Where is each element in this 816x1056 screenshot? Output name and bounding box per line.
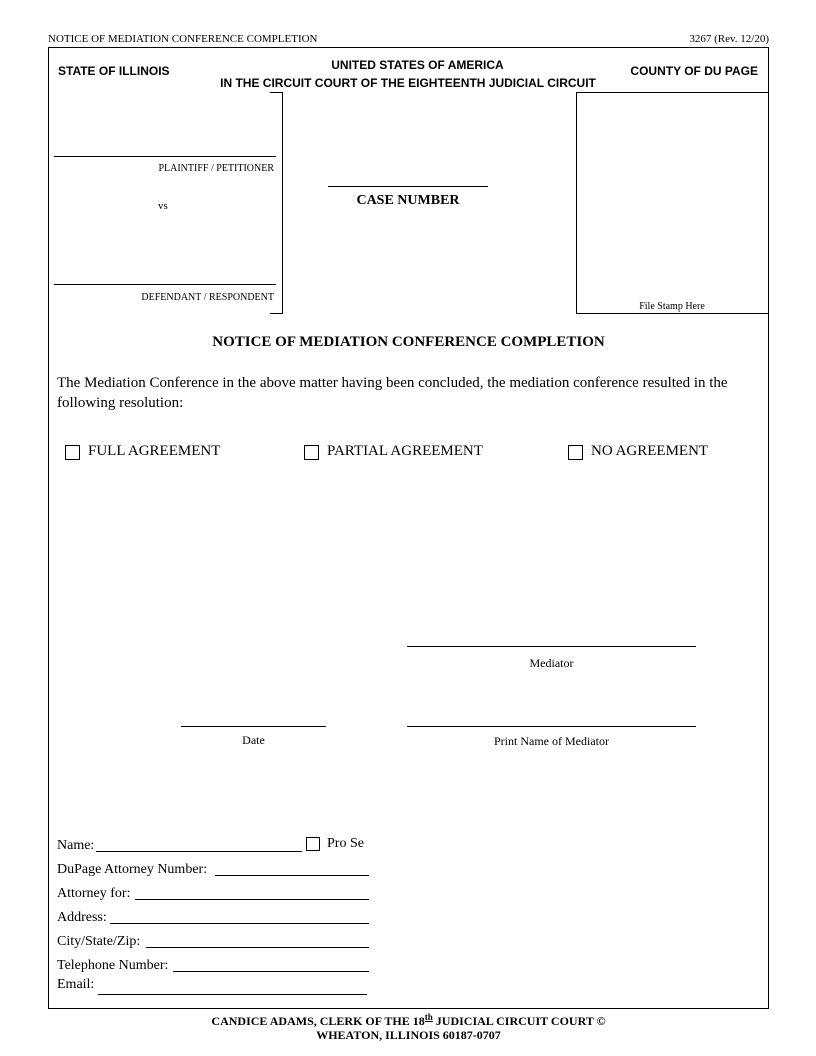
county-heading: COUNTY OF DU PAGE — [630, 64, 758, 78]
address-field[interactable] — [110, 923, 369, 924]
full-agreement-label: FULL AGREEMENT — [88, 443, 221, 459]
print-name-line[interactable] — [407, 726, 696, 727]
city-state-zip-label: City/State/Zip: — [57, 934, 141, 949]
header-rule — [48, 47, 769, 48]
attorney-number-field[interactable] — [215, 875, 369, 876]
case-number-line — [328, 186, 488, 187]
pro-se-checkbox[interactable] — [306, 837, 320, 851]
mediator-label: Mediator — [529, 656, 574, 670]
court-heading: IN THE CIRCUIT COURT OF THE EIGHTEENTH JUDICIAL CIRCUIT — [220, 76, 596, 90]
file-stamp-label: File Stamp Here — [639, 301, 705, 312]
versus-label: vs — [158, 200, 168, 212]
case-number-label: CASE NUMBER — [356, 193, 460, 208]
email-label: Email: — [57, 977, 95, 992]
name-field[interactable] — [96, 851, 302, 852]
clerk-address: WHEATON, ILLINOIS 60187-0707 — [316, 1028, 501, 1042]
no-agreement-checkbox[interactable] — [568, 445, 583, 460]
partial-agreement-checkbox[interactable] — [304, 445, 319, 460]
defendant-label: DEFENDANT / RESPONDENT — [141, 292, 274, 303]
form-header-title: NOTICE OF MEDIATION CONFERENCE COMPLETION — [48, 33, 318, 45]
name-label: Name: — [57, 838, 95, 853]
defendant-line — [54, 284, 276, 285]
plaintiff-label: PLAINTIFF / PETITIONER — [158, 163, 274, 174]
parties-box-right — [282, 92, 283, 314]
no-agreement-label: NO AGREEMENT — [591, 443, 709, 459]
clerk-ordinal: th — [424, 1012, 433, 1022]
clerk-footer — [48, 1012, 769, 1029]
date-line[interactable] — [181, 726, 326, 727]
document-title: NOTICE OF MEDIATION CONFERENCE COMPLETION — [212, 334, 605, 350]
frame-right — [768, 47, 769, 1009]
attorney-number-label: DuPage Attorney Number: — [57, 862, 208, 877]
state-heading: STATE OF ILLINOIS — [58, 64, 170, 78]
full-agreement-checkbox[interactable] — [65, 445, 80, 460]
email-field[interactable] — [98, 994, 367, 995]
form-number: 3267 (Rev. 12/20) — [689, 33, 769, 45]
clerk-suffix: JUDICIAL CIRCUIT COURT © — [432, 1014, 606, 1028]
file-stamp-box — [576, 92, 768, 314]
clerk-prefix: CANDICE ADAMS, CLERK OF THE 18 — [211, 1014, 425, 1028]
city-state-zip-field[interactable] — [146, 947, 369, 948]
date-label: Date — [242, 733, 265, 747]
pro-se-label: Pro Se — [327, 836, 364, 851]
mediator-signature-line[interactable] — [407, 646, 696, 647]
country-heading: UNITED STATES OF AMERICA — [331, 58, 504, 72]
address-label: Address: — [57, 910, 107, 925]
frame-left — [48, 47, 49, 1009]
attorney-for-label: Attorney for: — [57, 886, 131, 901]
frame-bottom — [48, 1008, 769, 1009]
partial-agreement-label: PARTIAL AGREEMENT — [327, 443, 483, 459]
plaintiff-line — [54, 156, 276, 157]
resolution-paragraph: The Mediation Conference in the above matter having been concluded, the mediation conference resulted in the following resolution: — [57, 375, 728, 411]
print-name-label: Print Name of Mediator — [494, 734, 609, 748]
telephone-label: Telephone Number: — [57, 958, 169, 973]
attorney-for-field[interactable] — [135, 899, 369, 900]
telephone-field[interactable] — [173, 971, 369, 972]
parties-box-bottom — [270, 313, 283, 314]
